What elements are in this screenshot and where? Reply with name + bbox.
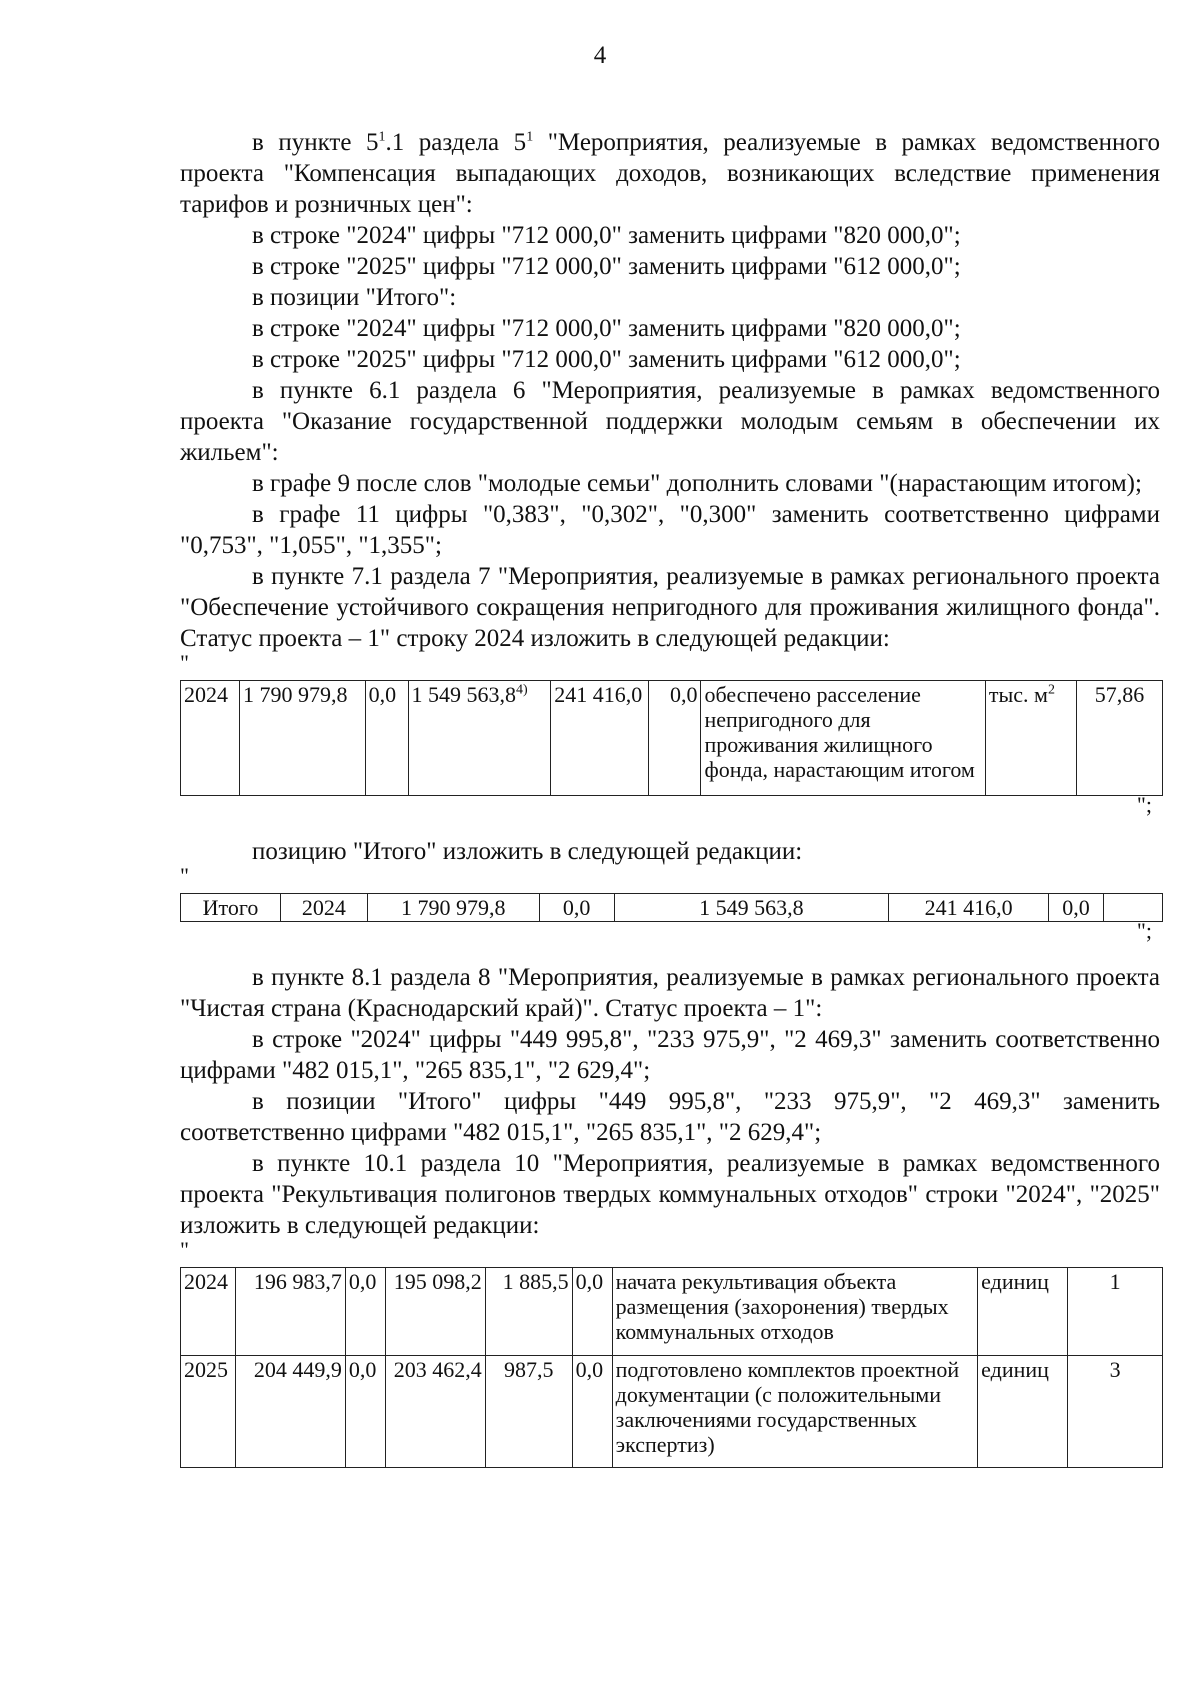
cell-total: 196 983,7 <box>235 1268 345 1356</box>
line-itogo-2025: в строке "2025" цифры "712 000,0" заменить цифрами "612 000,0"; <box>252 346 961 373</box>
cell-empty <box>1104 894 1163 922</box>
cell-federal: 0,0 <box>539 894 614 922</box>
line-2025-replace: в строке "2025" цифры "712 000,0" заменить цифрами "612 000,0"; <box>252 253 961 280</box>
cell-regional: 1 549 563,8$^{4)}$ <box>408 681 551 796</box>
quote-close: "; <box>1136 918 1152 943</box>
paragraph-8-1-itogo: в позиции "Итого" цифры "449 995,8", "233 975,9", "2 469,3" заменить соответственно цифрами "482 015,1", "265 835,1", "2 629,4"; <box>180 1088 1160 1146</box>
cell-local: 241 416,0 <box>889 894 1049 922</box>
paragraph-itogo: позицию "Итого" изложить в следующей редакции: <box>252 838 803 865</box>
table-10-1 <box>180 1267 1163 1468</box>
cell-other: 0,0 <box>1049 894 1104 922</box>
table-row <box>181 681 1163 796</box>
table-row <box>181 894 1163 922</box>
table-row <box>181 1356 1163 1468</box>
table-row <box>181 1268 1163 1356</box>
cell-other: 0,0 <box>572 1268 612 1356</box>
cell-federal: 0,0 <box>365 681 408 796</box>
paragraph-7-1: в пункте 7.1 раздела 7 "Мероприятия, реализуемые в рамках регионального проекта "Обеспечение устойчивого сокращения непригодного для проживания жилищного фонда". Статус проекта – 1" строку 2024 изложить в следующей редакции: <box>180 563 1160 652</box>
cell-local: 241 416,0 <box>551 681 649 796</box>
quote-open: " <box>180 650 189 675</box>
quote-open: " <box>180 863 189 888</box>
line-itogo-2024: в строке "2024" цифры "712 000,0" заменить цифрами "820 000,0"; <box>252 315 961 342</box>
paragraph-8-1-row-2024: в строке "2024" цифры "449 995,8", "233 975,9", "2 469,3" заменить соответственно цифрами "482 015,1", "265 835,1", "2 629,4"; <box>180 1026 1160 1084</box>
cell-value: 57,86 <box>1077 681 1163 796</box>
cell-other: 0,0 <box>648 681 701 796</box>
cell-value: 3 <box>1068 1356 1163 1468</box>
cell-unit: тыс. $м^2$ <box>985 681 1076 796</box>
cell-indicator: обеспечено расселение непригодного для проживания жилищного фонда, нарастающим итогом <box>701 681 985 796</box>
line-itogo: в позиции "Итого": <box>252 284 457 311</box>
quote-close: "; <box>1136 792 1152 817</box>
cell-local: 1 885,5 <box>485 1268 572 1356</box>
paragraph-column-9: в графе 9 после слов "молодые семьи" дополнить словами "(нарастающим итогом); <box>252 470 1142 497</box>
paragraph-6-1: в пункте 6.1 раздела 6 "Мероприятия, реализуемые в рамках ведомственного проекта "Оказание государственной поддержки молодым семьям в обеспечении их жильем": <box>180 377 1160 466</box>
cell-federal: 0,0 <box>345 1356 385 1468</box>
cell-local: 987,5 <box>485 1356 572 1468</box>
paragraph-column-11: в графе 11 цифры "0,383", "0,302", "0,300" заменить соответственно цифрами "0,753", "1,055", "1,355"; <box>180 501 1160 559</box>
cell-year: 2025 <box>181 1356 236 1468</box>
cell-unit: единиц <box>978 1268 1068 1356</box>
cell-federal: 0,0 <box>345 1268 385 1356</box>
cell-year: 2024 <box>181 1268 236 1356</box>
cell-regional: 195 098,2 <box>385 1268 485 1356</box>
cell-unit: единиц <box>978 1356 1068 1468</box>
document-body <box>180 127 1160 1468</box>
paragraph-10-1: в пункте 10.1 раздела 10 "Мероприятия, реализуемые в рамках ведомственного проекта "Рекультивация полигонов твердых коммунальных отходов" строки "2024", "2025" изложить в следующей редакции: <box>180 1150 1160 1239</box>
cell-year: 2024 <box>181 681 240 796</box>
quote-open: " <box>180 1237 189 1262</box>
cell-total: 1 790 979,8 <box>367 894 539 922</box>
cell-indicator: подготовлено комплектов проектной документации (с положительными заключениями государственных экспертиз) <box>612 1356 978 1468</box>
cell-regional: 1 549 563,8 <box>614 894 889 922</box>
cell-other: 0,0 <box>572 1356 612 1468</box>
table-7-1-itogo <box>180 893 1163 922</box>
cell-value: 1 <box>1068 1268 1163 1356</box>
paragraph-5-1: в пункте $5^1.1$ раздела $5^1$ "Мероприятия, реализуемые в рамках ведомственного проекта "Компенсация выпадающих доходов, возникающих вследствие применения тарифов и розничных цен": <box>180 129 1160 218</box>
cell-indicator: начата рекультивация объекта размещения (захоронения) твердых коммунальных отходов <box>612 1268 978 1356</box>
table-7-1-row-2024 <box>180 680 1163 796</box>
cell-label: Итого <box>181 894 281 922</box>
cell-total: 1 790 979,8 <box>240 681 366 796</box>
cell-year: 2024 <box>280 894 367 922</box>
line-2024-replace: в строке "2024" цифры "712 000,0" заменить цифрами "820 000,0"; <box>252 222 961 249</box>
paragraph-8-1: в пункте 8.1 раздела 8 "Мероприятия, реализуемые в рамках регионального проекта "Чистая страна (Краснодарский край)". Статус проекта – 1": <box>180 964 1160 1022</box>
cell-total: 204 449,9 <box>235 1356 345 1468</box>
page-number: 4 <box>593 42 607 69</box>
cell-regional: 203 462,4 <box>385 1356 485 1468</box>
